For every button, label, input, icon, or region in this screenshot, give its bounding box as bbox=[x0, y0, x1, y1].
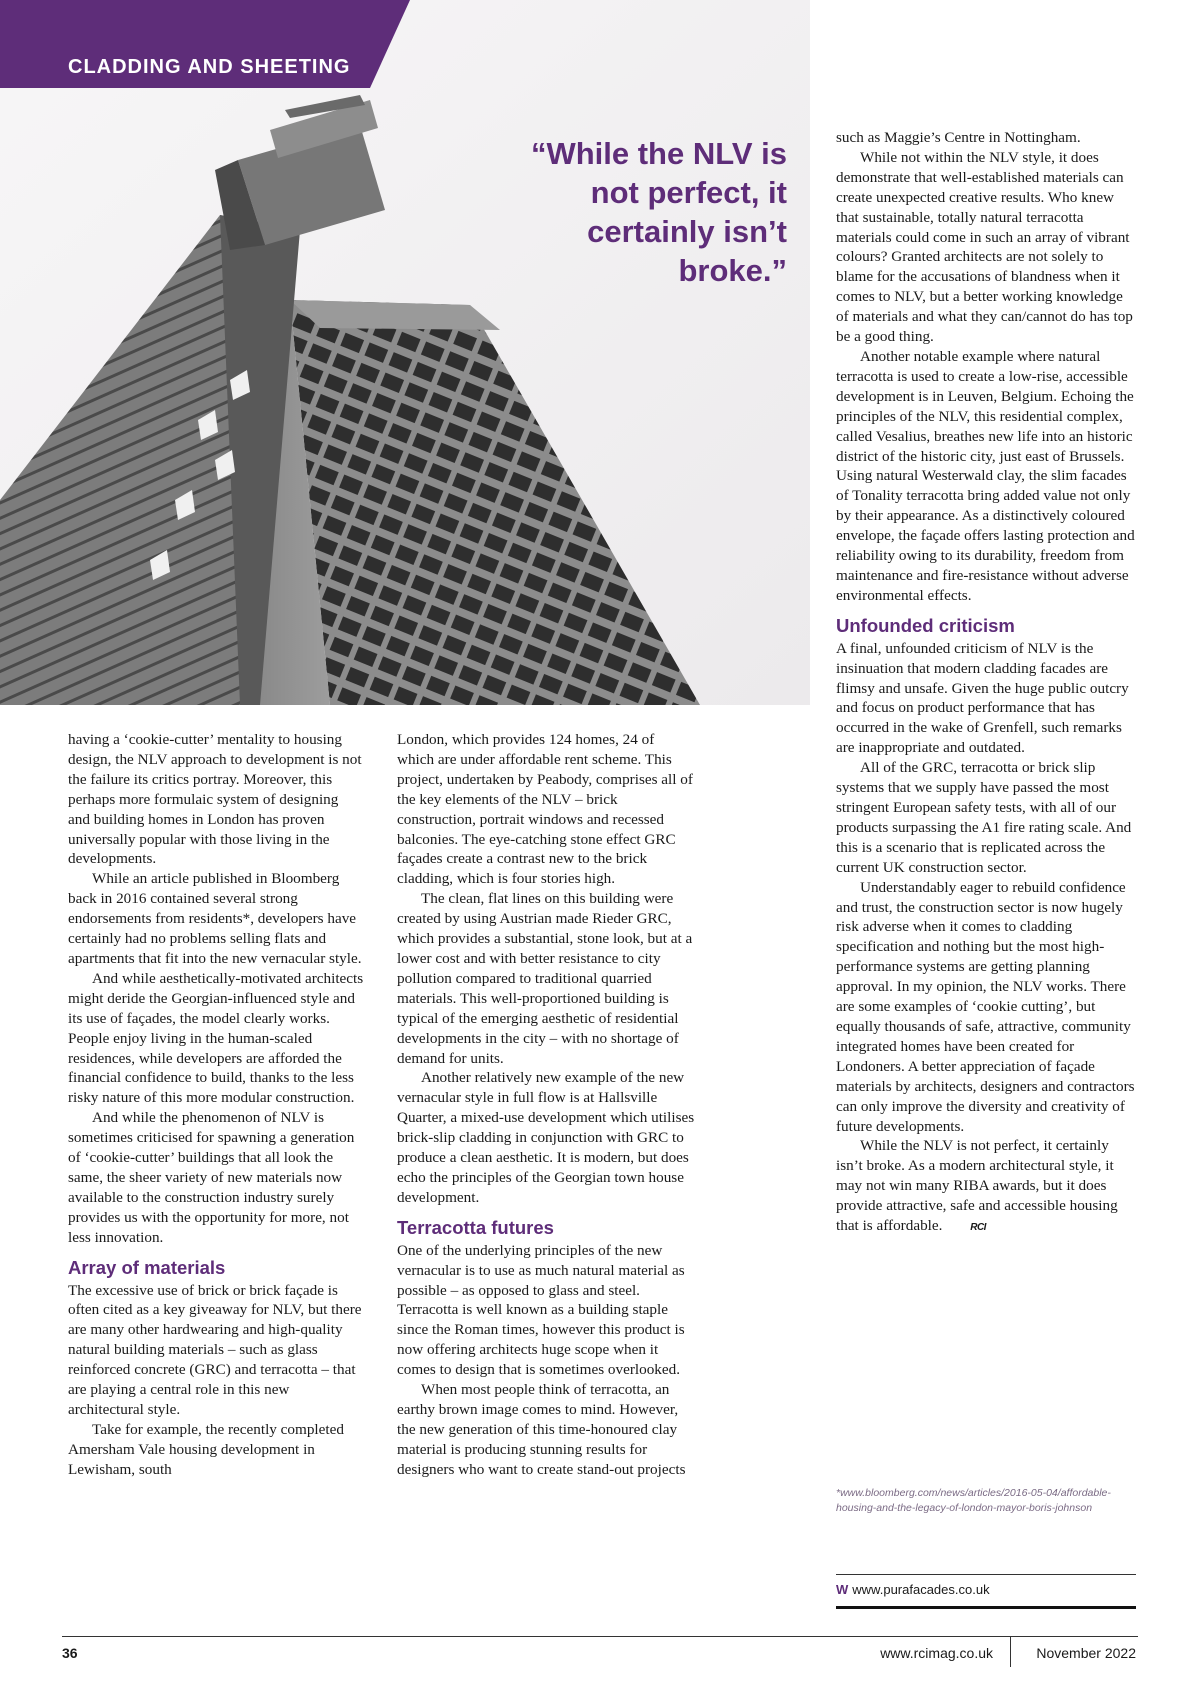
article-column-2 bbox=[397, 730, 695, 1480]
page-number: 36 bbox=[62, 1645, 78, 1661]
body-paragraph: Take for example, the recently completed Amersham Vale housing development in Lewisham, south bbox=[68, 1420, 344, 1478]
end-mark-logo: RCI bbox=[970, 1222, 986, 1234]
body-paragraph: While an article published in Bloomberg back in 2016 contained several strong endorsements from residents*, developers have certainly had no problems selling flats and apartments that fit into the new vernacular style. bbox=[68, 870, 362, 967]
body-paragraph: having a ‘cookie-cutter’ mentality to housing design, the NLV approach to development is not the failure its critics portray. Moreover, this perhaps more formulaic system of designing and building homes in London has proven universally popular with those living in the developments. bbox=[68, 731, 362, 868]
body-paragraph: London, which provides 124 homes, 24 of which are under affordable rent scheme. This project, undertaken by Peabody, comprises all of the key elements of the NLV – brick construction, portrait windows and recessed balconies. The eye-catching stone effect GRC façades create a contrast new to the brick cladding, which is four stories high. bbox=[397, 731, 693, 888]
article-column-1 bbox=[68, 730, 364, 1480]
web-prefix: W bbox=[836, 1582, 849, 1597]
body-paragraph: A final, unfounded criticism of NLV is the insinuation that modern cladding facades are flimsy and unsafe. Given the huge public outcry and focus on product performance that has occurred in the wake of Grenfell, such remarks are inappropriate and outdated. bbox=[836, 639, 1129, 757]
subheading-unfounded-criticism: Unfounded criticism bbox=[836, 614, 1015, 636]
web-reference bbox=[836, 1582, 990, 1597]
body-paragraph: All of the GRC, terracotta or brick slip systems that we supply have passed the most stringent European safety tests, with all of our products surpassing the A1 fire rating scale. And this is a scenario that is replicated across the current UK construction sector. bbox=[836, 759, 1132, 876]
footnote: *www.bloomberg.com/news/articles/2016-05-04/affordable-housing-and-the-legacy-of-london-mayor-boris-johnson bbox=[836, 1487, 1111, 1514]
body-paragraph: Another relatively new example of the new vernacular style in full flow is at Hallsville Quarter, a mixed-use development which utilises brick-slip cladding in conjunction with GRC to produce a clean aesthetic. It is modern, but does echo the principles of the Georgian town house development. bbox=[397, 1069, 695, 1206]
web-link[interactable]: www.purafacades.co.uk bbox=[852, 1582, 990, 1597]
footer-divider bbox=[62, 1636, 1138, 1637]
subheading-terracotta-futures: Terracotta futures bbox=[397, 1216, 554, 1238]
body-paragraph: such as Maggie’s Centre in Nottingham. bbox=[836, 129, 1081, 146]
body-paragraph: Understandably eager to rebuild confidence and trust, the construction sector is now hugely risk adverse when it comes to cladding specification and nothing but the most high-performance systems are getting planning approval. In my opinion, the NLV works. There are some examples of ‘cookie cutting’, but equally thousands of safe, attractive, community integrated homes have been created for Londoners. A better appreciation of façade materials by architects, designers and contractors can only improve the diversity and creativity of future developments. bbox=[836, 878, 1135, 1135]
issue-date: November 2022 bbox=[1036, 1645, 1136, 1661]
body-paragraph: Another notable example where natural terracotta is used to create a low-rise, accessible development is in Leuven, Belgium. Echoing the principles of the NLV, this residential complex, called Vesalius, breathes new life into an historic district of the historic city, just east of Brussels. Using natural Westerwald clay, the slim facades of Tonality terracotta bring added value not only by their appearance. As a distinctively coloured envelope, the façade offers lasting protection and reliability owing to its durability, freedom from maintenance and fire-resistance without adverse environmental effects. bbox=[836, 347, 1135, 604]
body-paragraph: And while the phenomenon of NLV is sometimes criticised for spawning a generation of ‘cookie-cutter’ buildings that all look the same, the sheer variety of new materials now available to the construction industry surely provides us with the opportunity for more, not less innovation. bbox=[68, 1109, 355, 1246]
footer-separator bbox=[1010, 1637, 1011, 1667]
body-paragraph: And while aesthetically-motivated architects might deride the Georgian-influenced style and its use of façades, the model clearly works. People enjoy living in the human-scaled residences, while developers are afforded the financial confidence to build, thanks to the less risky nature of this more modular construction. bbox=[68, 969, 364, 1107]
divider bbox=[836, 1574, 1136, 1575]
article-column-3 bbox=[836, 128, 1136, 1238]
body-paragraph: The excessive use of brick or brick façade is often cited as a key giveaway for NLV, but there are many other hardwearing and high-quality natural building materials – such as glass reinforced concrete (GRC) and terracotta – that are playing a central role in this new architectural style. bbox=[68, 1281, 362, 1418]
tower-block-photo bbox=[0, 0, 810, 705]
subheading-array-of-materials: Array of materials bbox=[68, 1256, 226, 1278]
body-paragraph: One of the underlying principles of the new vernacular is to use as much natural material as possible – as opposed to glass and steel. Terracotta is well known as a building staple since the Roman times, however this product is now offering architects huge scope when it comes to design that is sometimes overlooked. bbox=[397, 1241, 685, 1379]
body-paragraph-final bbox=[836, 1136, 1136, 1238]
body-paragraph: The clean, flat lines on this building were created by using Austrian made Rieder GRC, which provides a substantial, stone look, but at a lower cost and with better resistance to city pollution compared to traditional quarried materials. This well-proportioned building is typical of the emerging aesthetic of residential developments in the city – with no shortage of demand for units. bbox=[397, 890, 693, 1067]
footer-site-link[interactable]: www.rcimag.co.uk bbox=[880, 1645, 993, 1661]
final-paragraph-text: While the NLV is not perfect, it certainly isn’t broke. As a modern architectural style, it may not win many RIBA awards, but it does provide attractive, safe and accessible housing that is affordable. bbox=[836, 1137, 1118, 1235]
pull-quote: “While the NLV is not perfect, it certainly isn’t broke.” bbox=[530, 136, 787, 288]
body-paragraph: When most people think of terracotta, an earthy brown image comes to mind. However, the new generation of this time-honoured clay material is producing stunning results for designers who want to create stand-out projects bbox=[397, 1381, 686, 1478]
section-label: CLADDING AND SHEETING bbox=[68, 56, 351, 78]
divider-thick bbox=[836, 1606, 1136, 1609]
body-paragraph: While not within the NLV style, it does demonstrate that well-established materials can create unexpected creative results. Who knew that sustainable, totally natural terracotta materials could come in such an array of vibrant colours? Granted architects are not solely to blame for the accusations of blandness when it comes to NLV, but a better working knowledge of materials and what they can/cannot do has top be a good thing. bbox=[836, 148, 1133, 346]
